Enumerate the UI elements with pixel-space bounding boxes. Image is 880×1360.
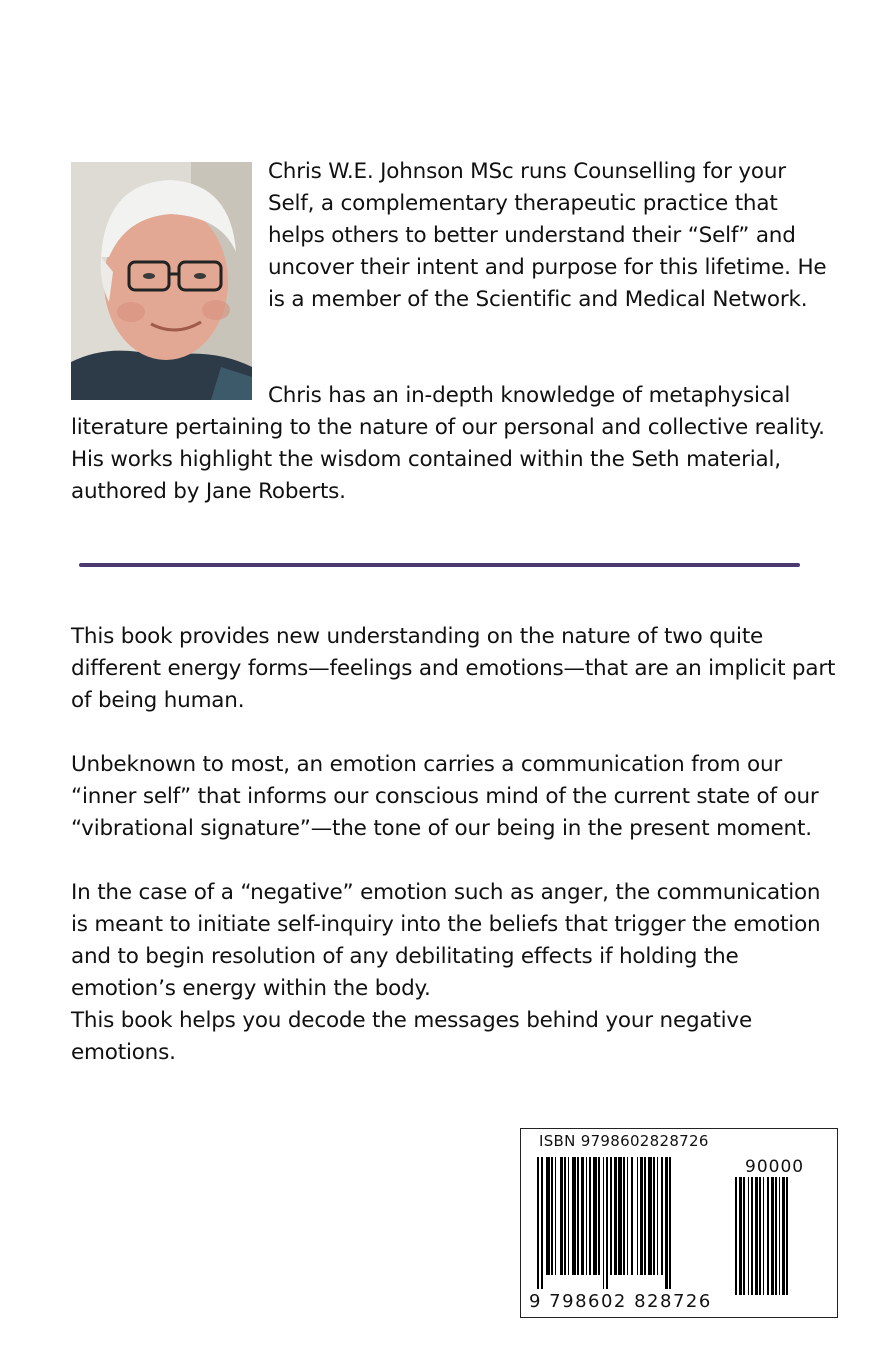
- isbn-label: ISBN 9798602828726: [539, 1132, 709, 1150]
- addon-barcode-bars: [735, 1177, 827, 1295]
- book-description: [71, 621, 841, 1069]
- description-paragraph-1: This book provides new understanding on the nature of two quite different energy forms—feelings and emotions—that are an implicit part of being human.: [71, 624, 836, 713]
- author-bio-continued-text: Chris has an in-depth knowledge of metaphysical literature pertaining to the nature of our personal and collective reality. His works highlight the wisdom contained within the Seth material, authored by Jane Roberts.: [71, 383, 825, 504]
- author-bio-continued: [71, 380, 831, 508]
- price-addon-code: 90000: [745, 1157, 805, 1177]
- author-bio-intro: Chris W.E. Johnson MSc runs Counselling for your Self, a complementary therapeutic practice that helps others to better understand their “Self” and uncover their intent and purpose for this lifetime. He is a member of the Scientific and Medical Network.: [268, 159, 827, 312]
- description-paragraph-3: In the case of a “negative” emotion such as anger, the communication is meant to initiate self-inquiry into the beliefs that trigger the emotion and to begin resolution of any debilitating effects if holding the emotion’s energy within the body.: [71, 880, 821, 1001]
- author-photo: [71, 162, 252, 400]
- description-paragraph-4: This book helps you decode the messages behind your negative emotions.: [71, 1008, 752, 1065]
- section-divider: [79, 563, 800, 567]
- description-paragraph-2: Unbeknown to most, an emotion carries a communication from our “inner self” that informs our conscious mind of the current state of our “vibrational signature”—the tone of our being in the present moment.: [71, 752, 819, 841]
- isbn-barcode: [520, 1128, 838, 1318]
- ean-barcode-bars: [537, 1157, 727, 1289]
- ean-digits: 9 798602 828726: [529, 1291, 712, 1312]
